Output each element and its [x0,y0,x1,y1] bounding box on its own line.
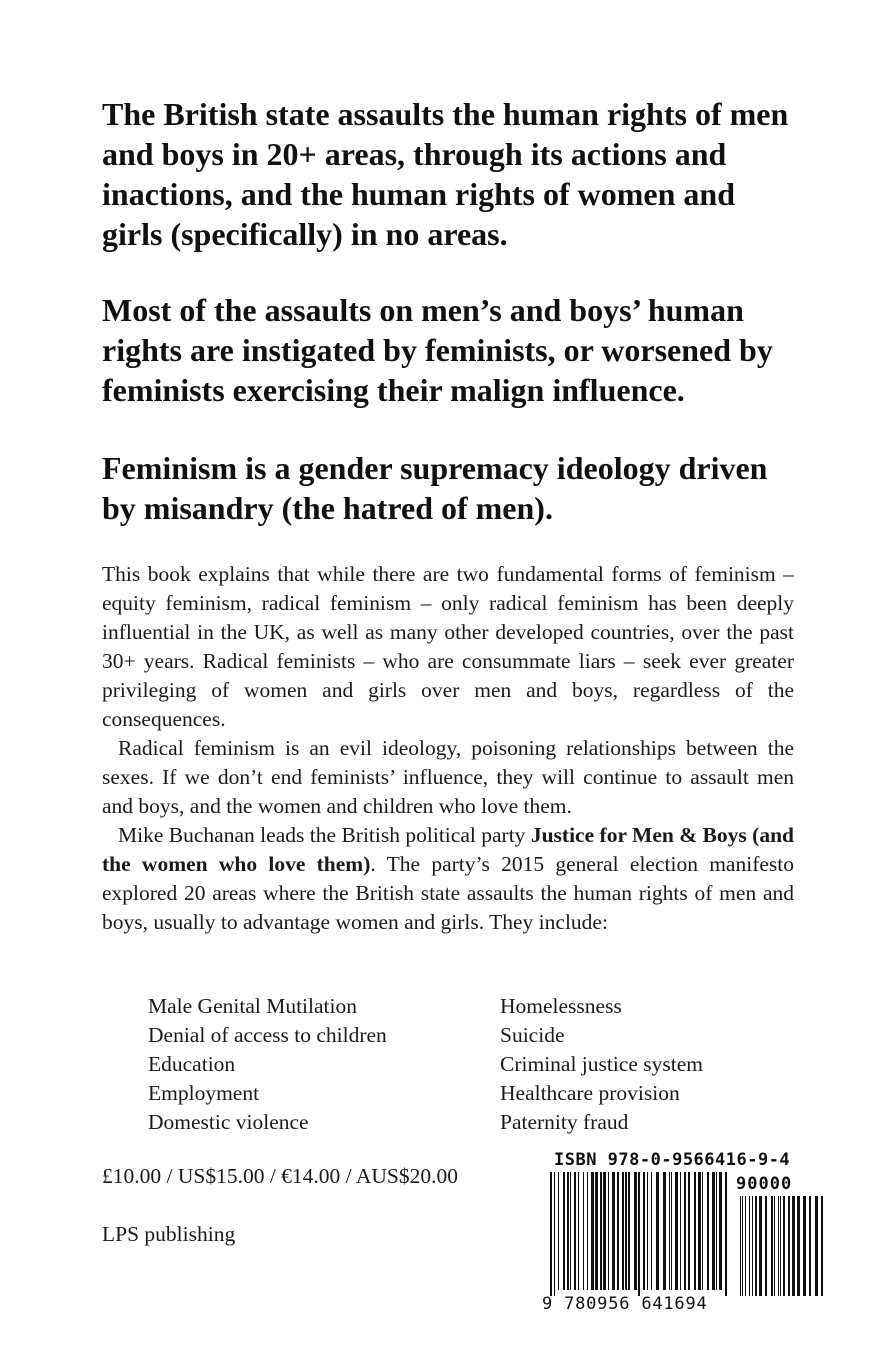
barcode-bar [608,1172,609,1290]
barcode-bar [656,1172,659,1290]
barcode-bar [625,1172,627,1290]
headline-2: Most of the assaults on men’s and boys’ human rights are instigated by feminists, or worsened by feminists exercising their malign influence. [102,292,773,408]
paragraph-2: Radical feminism is an evil ideology, poisoning relationships between the sexes. If we don’t end feminists’ influence, they will continue to assault men and boys, and the women and children who love them. [102,736,794,818]
barcode-bar [643,1172,645,1290]
barcode-bar [716,1172,717,1290]
barcode-bar [694,1172,696,1290]
barcode-bar [675,1172,678,1290]
barcode-bar [725,1172,727,1296]
party-name: Justice for Men & Boys (and the women who love them) [102,823,794,876]
list-item: Domestic violence [148,1110,309,1134]
barcode-addon-bar [755,1196,757,1296]
barcode-addon-bar [783,1196,785,1296]
paragraph-3-start: Mike Buchanan leads the British political party [118,823,531,847]
headline-1: The British state assaults the human rights of men and boys in 20+ areas, through its actions and inactions, and the human rights of women and girls (specifically) in no areas. [102,96,789,252]
barcode-addon-bar [740,1196,741,1296]
paragraph-3 [102,821,794,937]
barcode-bar [600,1172,602,1290]
barcode-addon-bar [792,1196,795,1296]
barcode-addon-bar [803,1196,806,1296]
barcode-addon-bar [815,1196,818,1296]
barcode-addon-bar [788,1196,790,1296]
areas-list-right [500,992,820,1137]
list-item: Healthcare provision [500,1081,680,1105]
publisher-name: LPS publishing [102,1222,236,1246]
price-line: £10.00 / US$15.00 / €14.00 / AUS$20.00 [102,1164,458,1188]
barcode-bar [578,1172,579,1290]
barcode-bar [583,1172,584,1290]
barcode-bar [558,1172,559,1290]
barcode-addon-bar [742,1196,743,1296]
barcode-bar [712,1172,715,1290]
barcode-bar [554,1172,555,1296]
barcode-bar [680,1172,681,1290]
barcode-bar [617,1172,619,1290]
barcode-addon-bar [778,1196,779,1296]
list-item: Male Genital Mutilation [148,994,357,1018]
barcode-bar [707,1172,709,1290]
isbn-label: ISBN 978-0-9566416-9-4 [554,1150,791,1170]
barcode-bar [719,1172,722,1290]
barcode-bar [634,1172,637,1290]
barcode-addon-bar [745,1196,746,1296]
paragraph-3-end: . The party’s 2015 general election manifesto explored 20 areas where the British state assaults the human rights of men and boys, usually to advantage women and girls. They include: [102,852,794,934]
barcode-bar [647,1172,648,1290]
barcode-addon-bar [821,1196,823,1296]
barcode-addon-bar [765,1196,767,1296]
list-item: Criminal justice system [500,1052,704,1076]
barcode-addon-bar [752,1196,753,1296]
headline-3: Feminism is a gender supremacy ideology driven by misandry (the hatred of men). [102,450,768,526]
barcode-bar [628,1172,630,1290]
barcode-bar [688,1172,690,1290]
price-code: 90000 [736,1174,793,1194]
barcode-bar [574,1172,576,1290]
barcode-bar [570,1172,571,1290]
barcode-bar [563,1172,565,1290]
barcode-bar [671,1172,672,1290]
list-item: Paternity fraud [500,1110,629,1134]
barcode-addon-bar [809,1196,811,1296]
barcode-bar [595,1172,598,1290]
barcode-bar [702,1172,703,1290]
barcode-bar [698,1172,701,1290]
barcode-bar [669,1172,670,1290]
list-item: Employment [148,1081,260,1105]
barcode-addon-bar [759,1196,762,1296]
barcode-bar [638,1172,640,1296]
barcode-addon-bar [771,1196,773,1296]
list-item: Education [148,1052,236,1076]
paragraph-1: This book explains that while there are two fundamental forms of feminism – equity feminism, radical feminism – only radical feminism has been deeply influential in the UK, as well as many other developed countries, over the past 30+ years. Radical feminists – who are consummate liars – seek ever greater privileging of women and girls over men and boys, regardless of the consequences. [102,562,794,731]
barcode-bar [651,1172,652,1290]
barcode-addon-bar [797,1196,800,1296]
barcode-addon-bar [749,1196,750,1296]
barcode-addon-bar [780,1196,781,1296]
barcode-bar [603,1172,606,1290]
barcode-bar [550,1172,552,1296]
barcode-bar [612,1172,615,1290]
barcode-bar [622,1172,624,1290]
barcode-bar [591,1172,594,1290]
barcode-addon-bar [774,1196,775,1296]
ean-digits: 9 780956 641694 [542,1294,708,1314]
list-item: Suicide [500,1023,565,1047]
areas-list-left [148,992,478,1137]
isbn-barcode [536,1148,832,1318]
barcode-bar [587,1172,588,1290]
barcode-bar [684,1172,686,1290]
barcode-bar [567,1172,569,1290]
list-item: Denial of access to children [148,1023,387,1047]
list-item: Homelessness [500,994,622,1018]
barcode-bar [663,1172,666,1290]
